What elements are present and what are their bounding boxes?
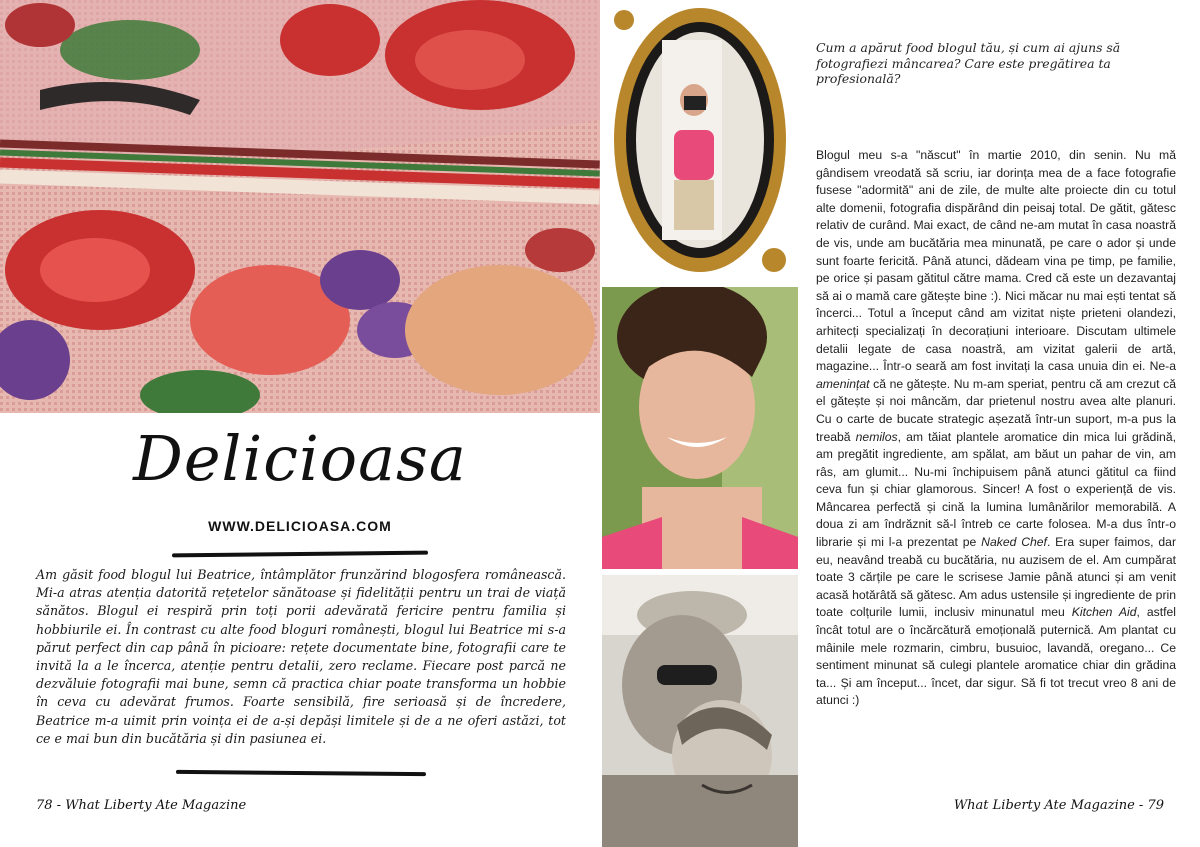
embroidered-textile-photo — [0, 0, 600, 413]
interview-answer — [816, 147, 1176, 710]
answer-emphasis-4: Kitchen Aid — [1071, 605, 1137, 620]
portrait-illustration — [602, 287, 798, 569]
smiling-woman-portrait — [602, 287, 798, 569]
answer-part-1: Blogul meu s-a "născut" în martie 2010, din senin. Nu mă gândisem vreodată să scriu, iar dorința mea de a face fotografie fusese "adormită" ani de zile, de multe alte proiecte din cu totul alte domenii, fotografia dispărând din peisaj total. De gătit, gătesc relativ de curând. Mai exact, de când ne-am mutat în casa noastră de vis, unde am bucătăria mea minunată, pe care o ador și unde sunt foarte fericită. Până atunci, dădeam vina pe timp, pe familie, pe orice și pasam gătitul către mama. Cred că este un dezavantaj să ai o mamă care gătește bine :). Nici măcar nu mai ești tentat să încerci... Totul a început când am vizitat niște prieteni olandezi, arhitecți specializați în decorațiuni interioare. Discutam ultimele detalii legate de casa noastră, am vizitat galerii de artă, magazine... Într-o seară am fost invitați la casa unuia din ei. Ne-a — [816, 148, 1176, 374]
answer-part-4: . Era super faimos, dar eu, neavând treabă cu bucătăria, nu auzisem de el. Am cumpărat toate 3 cărțile pe care le scrisese Jamie până atunci și am venit acasă hotărâtă să gătesc. Am adus ustensile și ingrediente de prin toate colțurile lumii, inclusiv minunatul meu — [816, 535, 1177, 620]
footer-left: 78 - What Liberty Ate Magazine — [36, 798, 247, 813]
mirror-illustration — [602, 0, 798, 283]
mother-child-illustration — [602, 575, 798, 847]
answer-part-3: , am tăiat plantele aromatice din mica lui grădină, am pregătit ingrediente, am spălat, am băut un pahar de vin, am râs, am glumit... Nu-mi închipuisem până atunci gătitul ca fiind ceva fun și chiar glamorous. Sincer! A fost o experiență de vis. Mâncarea perfectă și cină la lumina lumânărilor memorabilă. A doua zi am îndrăznit să-l întreb ce carte folosea. M-a dus într-o librarie și mi l-a prezentat pe — [816, 429, 1176, 550]
footer-right: What Liberty Ate Magazine - 79 — [953, 798, 1164, 813]
blog-title: Delicioasa — [133, 422, 467, 495]
answer-emphasis-3: Naked Chef — [981, 535, 1047, 550]
answer-part-5: , astfel încât totul are o încărcătură emoțională puternică. Am plantat cu mâinile mele rozmarin, cimbru, busuioc, lavandă, oregano... Ce sentiment minunat să culegi plantele aromatice chiar din grădina ta... Și am început... încet, dar sigur. Să fi tot trecut vreo 8 ani de atunci :) — [816, 605, 1176, 708]
brush-divider-top — [172, 551, 428, 558]
interview-question: Cum a apărut food blogul tău, și cum ai ajuns să fotografiezi mâncarea? Care este pregătirea ta profesională? — [816, 40, 1121, 86]
intro-paragraph: Am găsit food blogul lui Beatrice, întâmplător frunzărind blogosfera românească. Mi-a atras atenția datorită rețetelor sănătoase și fidelității pentru un trai de viață sănătos. Blogul ei respiră prin toți porii adevărată fericire pentru familia și hobbiurile ei. În contrast cu alte food bloguri românești, blogul lui Beatrice mi s-a părut perfect din cap până în picioare: rețete documentate bine, fotografii care te invită la a le încerca, atenție pentru detalii, zero reclame. Fiecare post parcă ne dezvăluie fotografii mai bune, semn că practica chiar poate transforma un hobbie în ceva cu adevărat frumos. Foarte sensibilă, fire serioasă și de încredere, Beatrice m-a uimit prin voința ei de a-și depăși limitele și de a ne oferi astăzi, tot ce e mai bun din bucătăria și din pasiunea ei. — [36, 567, 566, 746]
answer-part-2: că ne gătește. Nu m-am speriat, pentru că am crezut că el gătește și noi mâncăm, dar prietenul nostru avea alte planuri. Cu o carte de bucate strategic așezată într-un suport, m-a pus la treabă — [816, 376, 1176, 444]
answer-emphasis-1: amenințat — [816, 376, 870, 391]
textile-illustration — [0, 0, 600, 413]
mother-child-photo — [602, 575, 798, 847]
answer-emphasis-2: nemilos — [855, 429, 898, 444]
mirror-selfie-photo — [602, 0, 798, 283]
brush-divider-bottom — [176, 770, 426, 776]
blog-url[interactable]: WWW.DELICIOASA.COM — [208, 518, 392, 534]
